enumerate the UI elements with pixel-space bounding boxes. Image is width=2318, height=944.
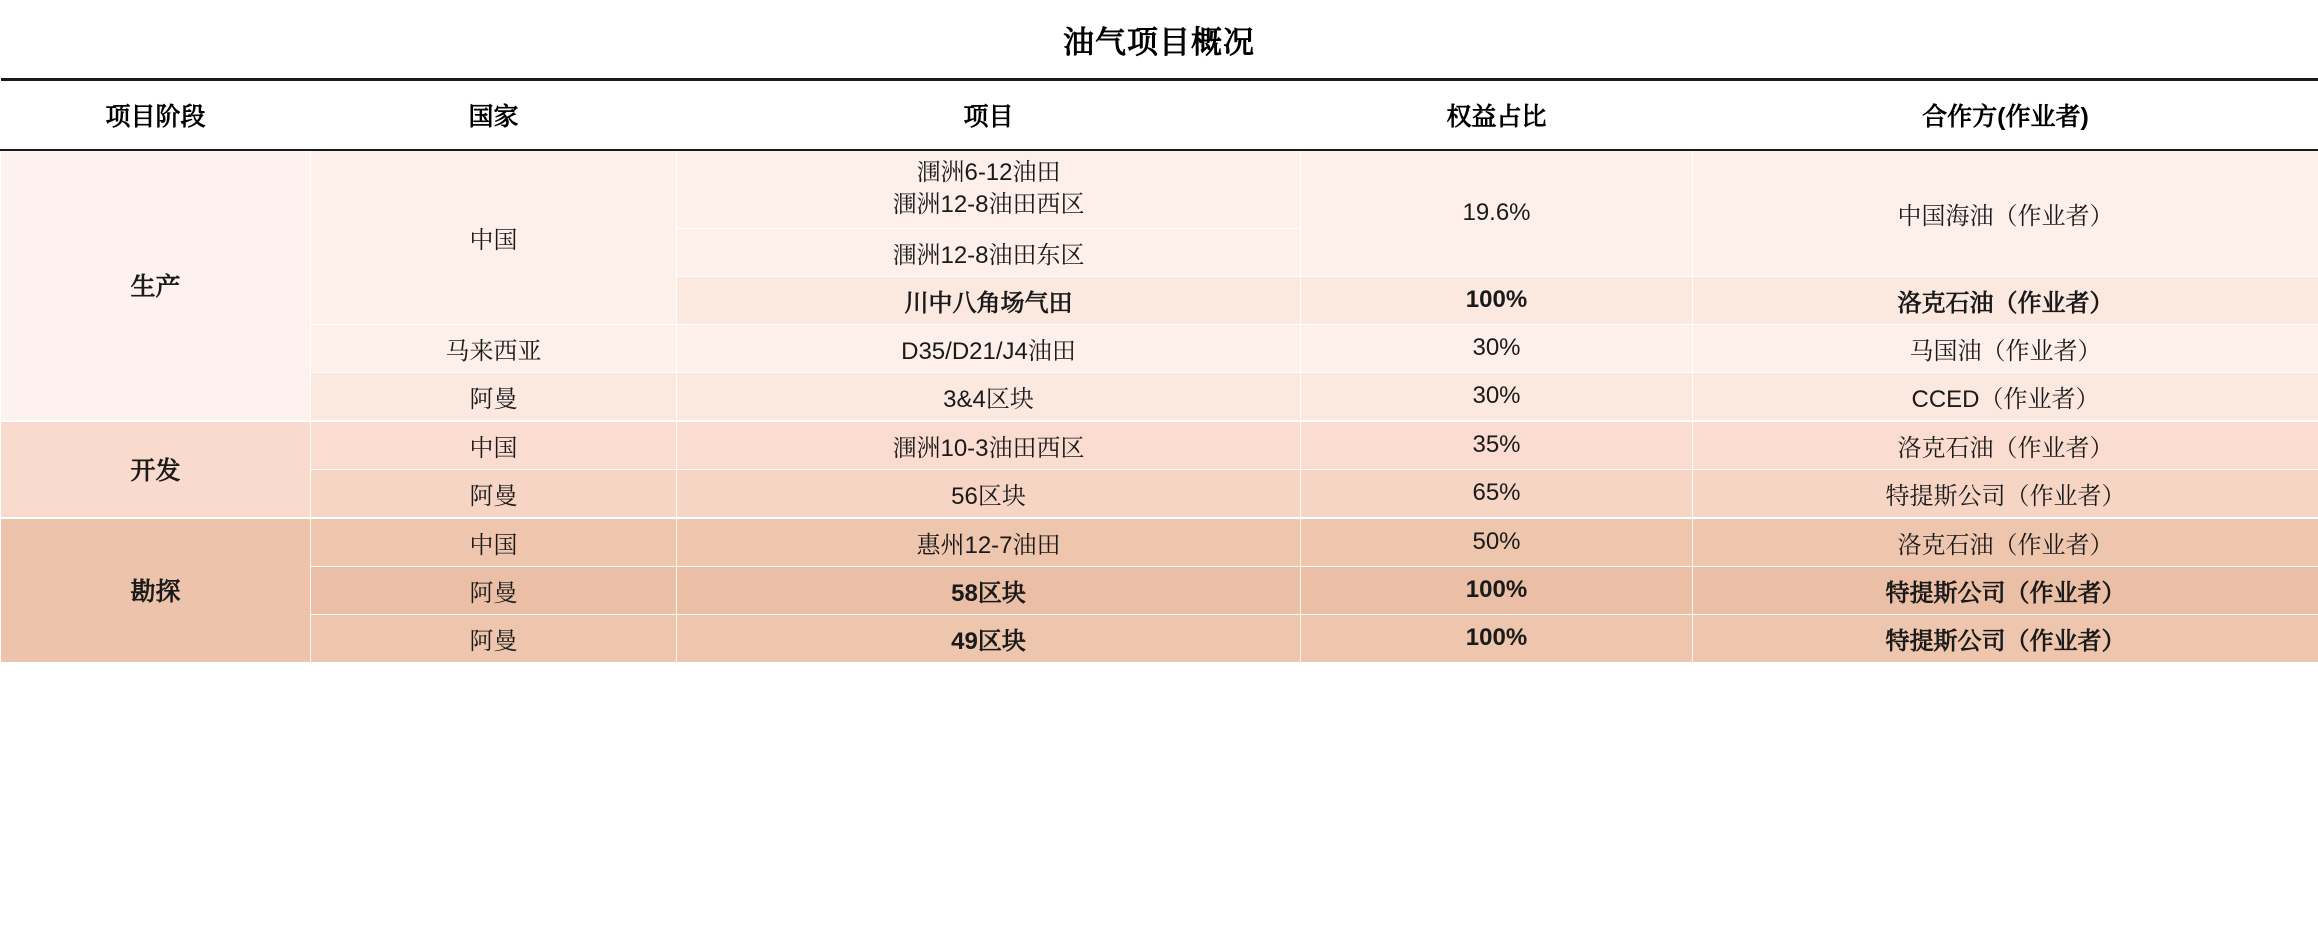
table-row <box>1 469 2318 518</box>
cell-share-50: 50% <box>1301 518 1693 567</box>
cell-partner-roc-prod: 洛克石油（作业者） <box>1693 276 2318 324</box>
header-row <box>1 80 2318 151</box>
cell-share-100-block49: 100% <box>1301 614 1693 662</box>
cell-share-30-oman: 30% <box>1301 372 1693 421</box>
project-line-1: 涠洲6-12油田 <box>916 159 1061 186</box>
cell-country-malaysia: 马来西亚 <box>311 324 677 372</box>
table-header <box>1 80 2318 151</box>
cell-stage-development: 开发 <box>1 421 311 518</box>
cell-partner-tethys-49: 特提斯公司（作业者） <box>1693 614 2318 662</box>
cell-project-block-58: 58区块 <box>677 566 1301 614</box>
cell-share-19-6: 19.6% <box>1301 150 1693 276</box>
cell-share-65: 65% <box>1301 469 1693 518</box>
cell-partner-tethys-dev: 特提斯公司（作业者） <box>1693 469 2318 518</box>
table-row <box>1 324 2318 372</box>
cell-project-block-49: 49区块 <box>677 614 1301 662</box>
cell-country-china-dev: 中国 <box>311 421 677 470</box>
cell-country-china-exp: 中国 <box>311 518 677 567</box>
cell-share-100-block58: 100% <box>1301 566 1693 614</box>
table-row <box>1 518 2318 567</box>
table-row <box>1 614 2318 662</box>
cell-partner-cnooc: 中国海油（作业者） <box>1693 150 2318 276</box>
cell-stage-exploration: 勘探 <box>1 518 311 663</box>
column-header-country: 国家 <box>311 80 677 151</box>
column-header-stage: 项目阶段 <box>1 80 311 151</box>
cell-project-block-56: 56区块 <box>677 469 1301 518</box>
cell-project-chuanzhong-bajiaochang: 川中八角场气田 <box>677 276 1301 324</box>
cell-project-weizhou-12-8-east: 涠洲12-8油田东区 <box>677 228 1301 276</box>
cell-project-huizhou-12-7: 惠州12-7油田 <box>677 518 1301 567</box>
cell-country-oman-exp-58: 阿曼 <box>311 566 677 614</box>
cell-partner-cced: CCED（作业者） <box>1693 372 2318 421</box>
cell-country-oman-exp-49: 阿曼 <box>311 614 677 662</box>
cell-partner-petronas: 马国油（作业者） <box>1693 324 2318 372</box>
cell-project-weizhou-10-3-west: 涠洲10-3油田西区 <box>677 421 1301 470</box>
cell-project-d35: D35/D21/J4油田 <box>677 324 1301 372</box>
cell-share-100-prod: 100% <box>1301 276 1693 324</box>
oil-gas-projects-table <box>0 78 2318 663</box>
cell-partner-tethys-58: 特提斯公司（作业者） <box>1693 566 2318 614</box>
cell-partner-roc-dev: 洛克石油（作业者） <box>1693 421 2318 470</box>
cell-share-35: 35% <box>1301 421 1693 470</box>
cell-country-oman-dev: 阿曼 <box>311 469 677 518</box>
cell-share-30-malaysia: 30% <box>1301 324 1693 372</box>
cell-country-china-prod: 中国 <box>311 150 677 324</box>
cell-project-block-3-4: 3&4区块 <box>677 372 1301 421</box>
table-body <box>1 150 2318 662</box>
column-header-partner: 合作方(作业者) <box>1693 80 2318 151</box>
cell-stage-production: 生产 <box>1 150 311 421</box>
column-header-share: 权益占比 <box>1301 80 1693 151</box>
cell-partner-roc-exp: 洛克石油（作业者） <box>1693 518 2318 567</box>
column-header-project: 项目 <box>677 80 1301 151</box>
page-title: 油气项目概况 <box>1063 24 1255 60</box>
table-row <box>1 421 2318 470</box>
project-line-2b: 涠洲12-8油田西区 <box>892 191 1085 219</box>
table-row <box>1 566 2318 614</box>
cell-project-weizhou-6-12 <box>677 150 1301 228</box>
table-row <box>1 150 2318 228</box>
cell-country-oman-prod: 阿曼 <box>311 372 677 421</box>
table-row <box>1 372 2318 421</box>
